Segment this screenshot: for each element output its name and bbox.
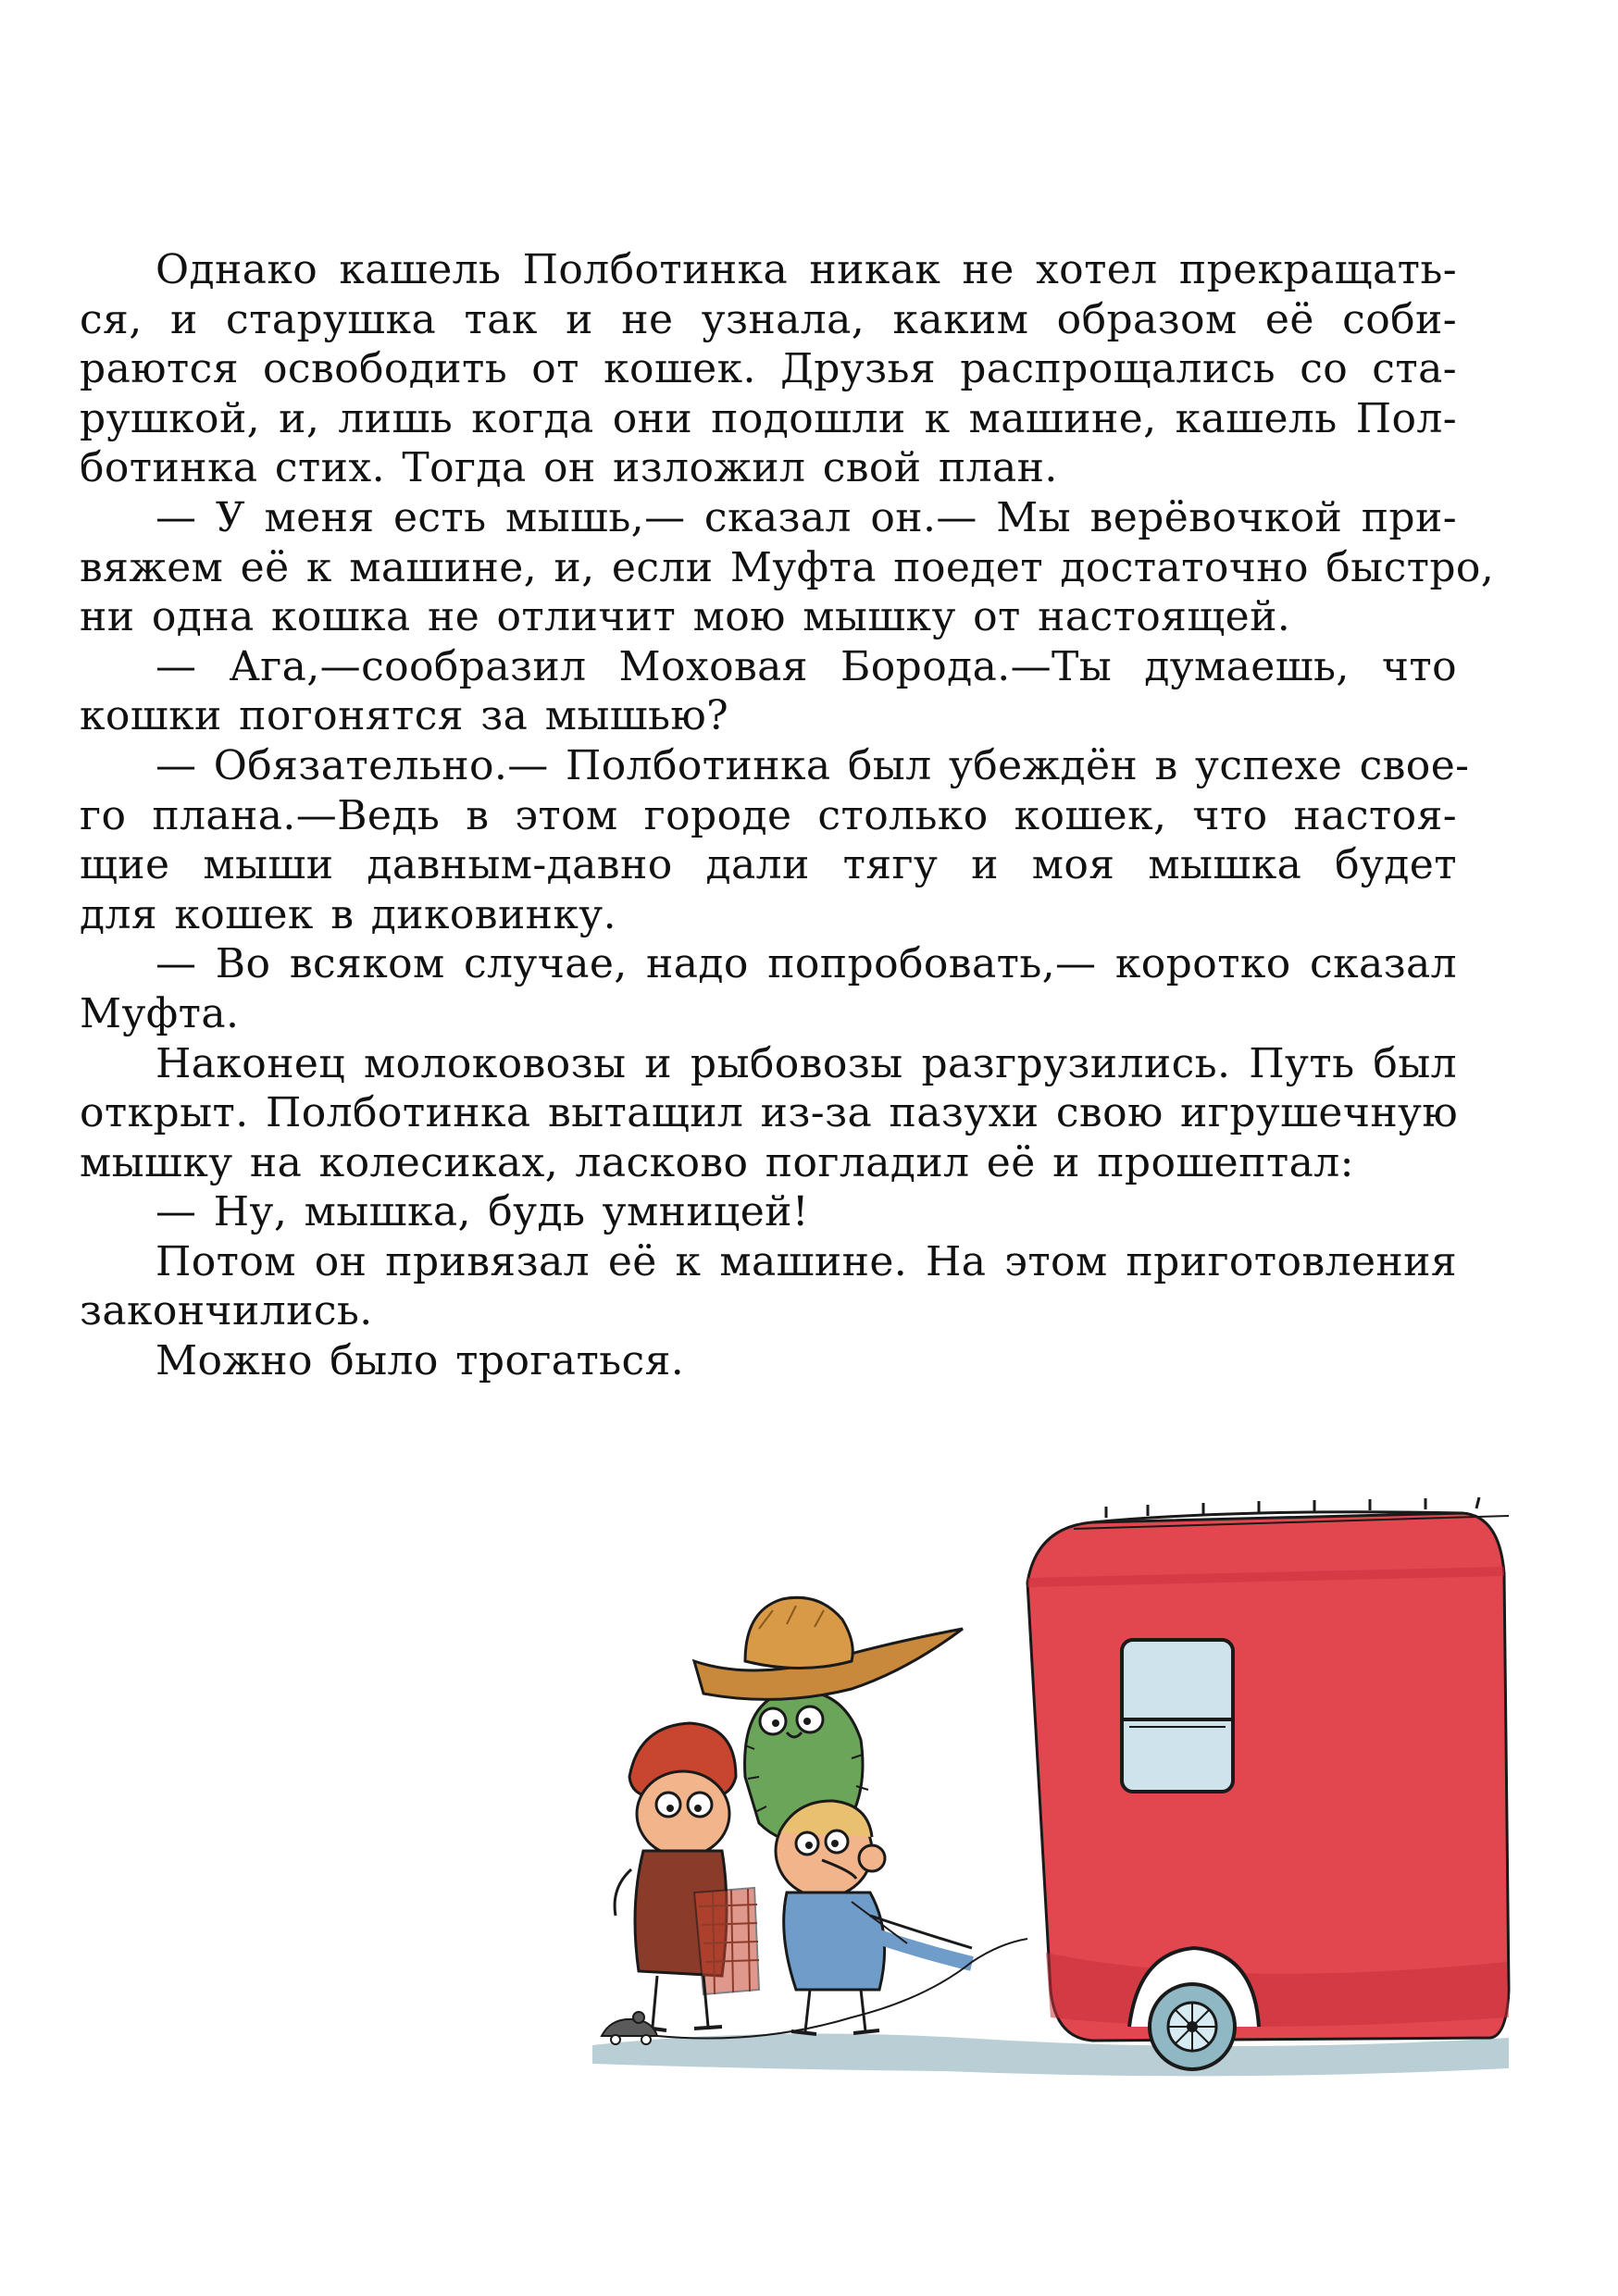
text-line: Можно было трогаться. <box>156 1337 685 1385</box>
text-line: ботинка стих. Тогда он изложил свой план. <box>80 444 1058 492</box>
text-line: — У меня есть мышь,— сказал он.— Мы верёвочкой при- <box>156 493 1457 541</box>
text-line: для кошек в диковинку. <box>80 890 616 938</box>
text-line: — Во всяком случае, надо попробовать,— коротко сказал <box>156 940 1457 988</box>
text-line: кошки погонятся за мышью? <box>80 692 729 740</box>
text-line: — Ага,—сообразил Моховая Борода.—Ты думаешь, что <box>156 642 1457 690</box>
van-illustration <box>574 1471 1518 2156</box>
straw-hat <box>694 1597 963 1699</box>
toy-mouse <box>602 2012 657 2044</box>
text-line: — Ну, мышка, будь умницей! <box>156 1188 809 1236</box>
text-line: щие мыши давным-давно дали тягу и моя мышка будет <box>80 841 1457 889</box>
text-line: Муфта. <box>80 989 240 1037</box>
muffle-character <box>615 1723 759 2030</box>
text-line: рушкой, и, лишь когда они подошли к машине, кашель Пол- <box>80 394 1457 442</box>
text-line: — Обязательно.— Полботинка был убеждён в успехе свое- <box>156 741 1470 789</box>
text-line: открыт. Полботинка вытащил из-за пазухи свою игрушечную <box>80 1089 1459 1137</box>
story-text <box>80 245 1495 1386</box>
red-van <box>1027 1497 1509 2041</box>
half-a-boot-character <box>776 1801 972 2034</box>
text-line: закончились. <box>80 1287 373 1335</box>
text-line: раются освободить от кошек. Друзья распрощались со ста- <box>80 345 1457 393</box>
text-line: ни одна кошка не отличит мою мышку от настоящей. <box>80 593 1291 641</box>
text-line: Потом он привязал её к машине. На этом приготовления <box>156 1237 1457 1285</box>
text-line: ся, и старушка так и не узнала, каким образом её соби- <box>80 295 1457 343</box>
text-line: мышку на колесиках, ласково погладил её и прошептал: <box>80 1138 1354 1186</box>
text-line: Однако кашель Полботинка никак не хотел прекращать- <box>156 246 1457 293</box>
text-line: Наконец молоковозы и рыбовозы разгрузились. Путь был <box>156 1039 1457 1087</box>
text-line: го плана.—Ведь в этом городе столько кошек, что настоя- <box>80 791 1457 839</box>
text-line: вяжем её к машине, и, если Муфта поедет достаточно быстро, <box>80 543 1495 591</box>
van-window <box>1122 1640 1233 1792</box>
